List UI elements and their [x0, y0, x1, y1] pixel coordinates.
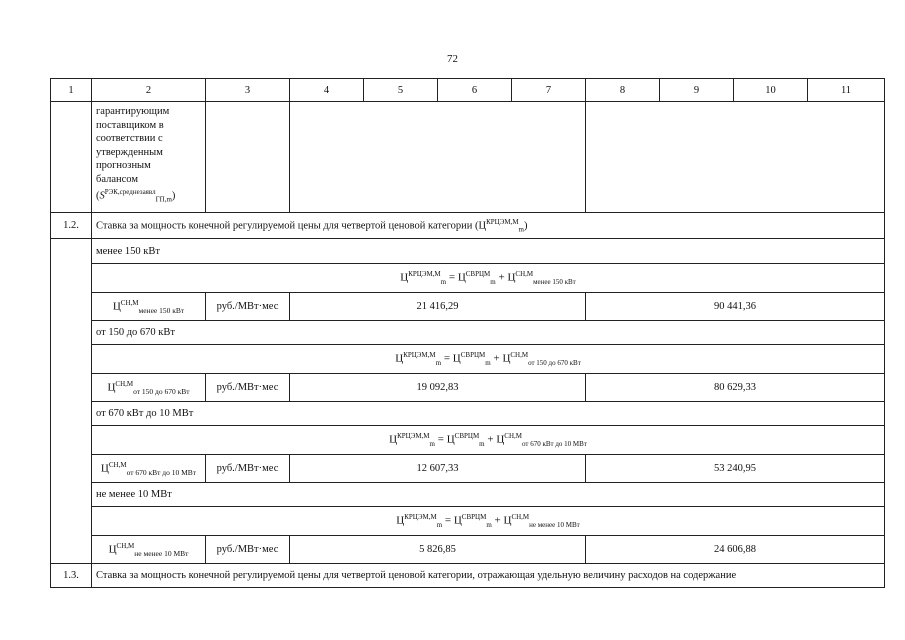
price-formula: $Ц^{КРЦЭМ,М}_m = Ц^{СВРЦМ}_m + Ц^{СН,М}_{менее 150 кВт}$ [92, 264, 885, 293]
col-num-6: 6 [438, 79, 512, 102]
value-row [51, 455, 885, 483]
col-num-3: 3 [206, 79, 290, 102]
unit: руб./МВт·мес [206, 536, 290, 564]
value-second: 24 606,88 [586, 536, 885, 564]
col-num-9: 9 [660, 79, 734, 102]
col-num-1: 1 [51, 79, 92, 102]
unit: руб./МВт·мес [206, 293, 290, 321]
section-row-1-2 [51, 213, 885, 239]
value-second: 53 240,95 [586, 455, 885, 483]
group-label-row [51, 239, 885, 264]
value-second: 80 629,33 [586, 374, 885, 402]
column-number-row [51, 79, 885, 102]
rate-symbol: $Ц^{СН,М}_{менее 150 кВт}$ [92, 293, 206, 321]
col-num-4: 4 [290, 79, 364, 102]
rate-symbol: $Ц^{СН,М}_{не менее 10 МВт}$ [92, 536, 206, 564]
section-number: 1.3. [51, 564, 92, 588]
unit: руб./МВт·мес [206, 374, 290, 402]
price-formula: $Ц^{КРЦЭМ,М}_m = Ц^{СВРЦМ}_m + Ц^{СН,М}_{от 150 до 670 кВт}$ [92, 345, 885, 374]
formula-row [51, 507, 885, 536]
group-label: не менее 10 МВт [92, 483, 885, 507]
col-num-11: 11 [808, 79, 885, 102]
col-num-7: 7 [512, 79, 586, 102]
col-num-2: 2 [92, 79, 206, 102]
value-first: 12 607,33 [290, 455, 586, 483]
group-label-row [51, 483, 885, 507]
rate-symbol: $Ц^{СН,М}_{от 150 до 670 кВт}$ [92, 374, 206, 402]
value-row [51, 374, 885, 402]
group-label: от 670 кВт до 10 МВт [92, 402, 885, 426]
group-label: менее 150 кВт [92, 239, 885, 264]
col-num-10: 10 [734, 79, 808, 102]
rate-symbol: $Ц^{СН,М}_{от 670 кВт до 10 МВт}$ [92, 455, 206, 483]
section-title: Ставка за мощность конечной регулируемой цены для четвертой ценовой категории $(Ц^{КРЦЭМ,М}_m)$ [92, 213, 885, 239]
section-title: Ставка за мощность конечной регулируемой цены для четвертой ценовой категории, отражающая удельную величину расходов на содержание [92, 564, 885, 588]
value-second: 90 441,36 [586, 293, 885, 321]
continuation-row [51, 102, 885, 213]
group-label: от 150 до 670 кВт [92, 321, 885, 345]
value-first: 21 416,29 [290, 293, 586, 321]
unit: руб./МВт·мес [206, 455, 290, 483]
value-first: 5 826,85 [290, 536, 586, 564]
formula-row [51, 264, 885, 293]
formula-row [51, 426, 885, 455]
price-formula: $Ц^{КРЦЭМ,М}_m = Ц^{СВРЦМ}_m + Ц^{СН,М}_{от 670 кВт до 10 МВт}$ [92, 426, 885, 455]
value-first: 19 092,83 [290, 374, 586, 402]
page-number: 72 [447, 53, 458, 65]
value-row [51, 536, 885, 564]
section-row-1-3 [51, 564, 885, 588]
group-label-row [51, 402, 885, 426]
formula-row [51, 345, 885, 374]
group-label-row [51, 321, 885, 345]
section-number: 1.2. [51, 213, 92, 239]
col-num-5: 5 [364, 79, 438, 102]
continuation-text: гарантирующим поставщиком в соответствии с утвержденным прогнозным балансом $(S^{РЭК,среднезаявл}_{ГП,m})$ [92, 102, 206, 213]
col-num-8: 8 [586, 79, 660, 102]
value-row [51, 293, 885, 321]
tariff-table [50, 78, 885, 588]
price-formula: $Ц^{КРЦЭМ,М}_m = Ц^{СВРЦМ}_m + Ц^{СН,М}_{не менее 10 МВт}$ [92, 507, 885, 536]
balance-symbol: $(S^{РЭК,среднезаявл}_{ГП,m})$ [96, 188, 176, 204]
